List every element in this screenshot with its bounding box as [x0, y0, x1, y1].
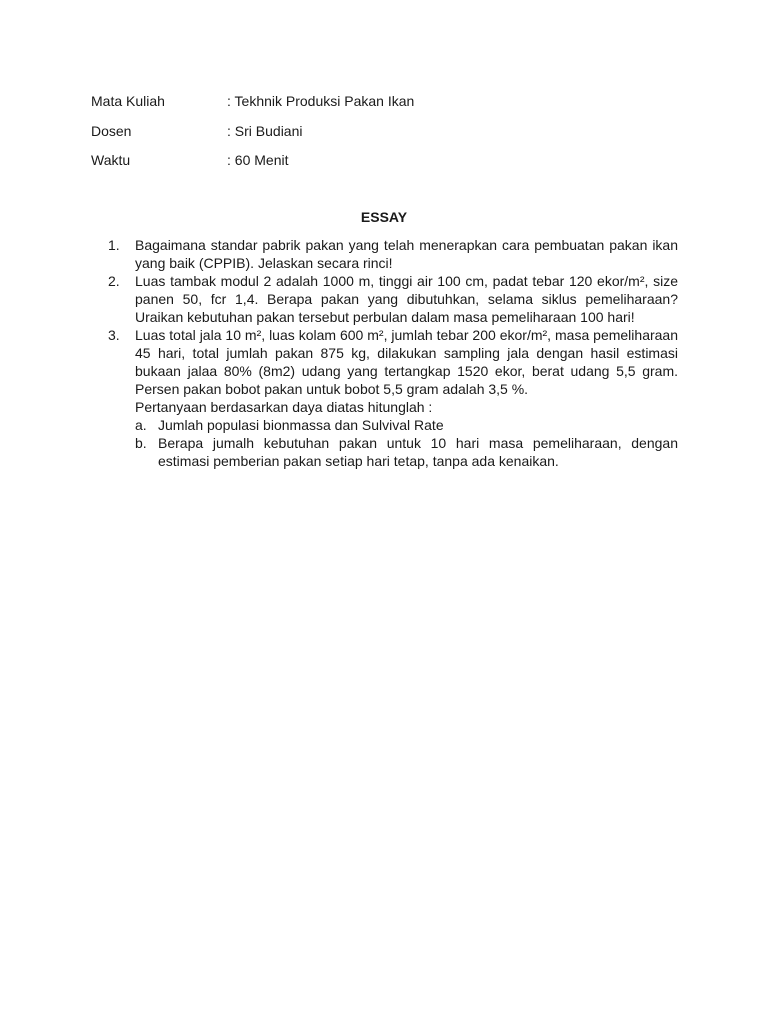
- question-number: 1.: [108, 237, 120, 253]
- time-label: Waktu: [91, 152, 131, 168]
- question-intro: Pertanyaan berdasarkan daya diatas hitunglah :: [135, 399, 433, 415]
- question-2: [108, 272, 678, 326]
- question-list: [108, 236, 678, 470]
- question-3: [108, 326, 678, 470]
- sub-question-letter: b.: [135, 435, 147, 451]
- sub-question-b: [135, 434, 678, 470]
- course-label: Mata Kuliah: [91, 93, 165, 109]
- question-number: 3.: [108, 327, 120, 343]
- lecturer-row: [91, 121, 691, 141]
- sub-question-a: [135, 416, 678, 434]
- question-text: Luas total jala 10 m², luas kolam 600 m², jumlah tebar 200 ekor/m², masa pemeliharaan 45 hari, total jumlah pakan 875 kg, dilakukan sampling jala dengan hasil estimasi bukaan jalaa 80% (8m2) udang yang tertangkap 1520 ekor, berat udang 5,5 gram. Persen pakan bobot pakan untuk bobot 5,5 gram adalah 3,5 %.: [135, 327, 678, 397]
- course-value: : Tekhnik Produksi Pakan Ikan: [227, 93, 415, 109]
- lecturer-label: Dosen: [91, 123, 132, 139]
- sub-question-text: Berapa jumalh kebutuhan pakan untuk 10 hari masa pemeliharaan, dengan estimasi pemberian pakan setiap hari tetap, tanpa ada kenaikan.: [158, 435, 678, 469]
- sub-question-text: Jumlah populasi bionmassa dan Sulvival Rate: [158, 417, 444, 433]
- course-row: [91, 91, 691, 111]
- time-row: [91, 150, 691, 170]
- lecturer-value: : Sri Budiani: [227, 123, 303, 139]
- question-text: Bagaimana standar pabrik pakan yang telah menerapkan cara pembuatan pakan ikan yang baik (CPPIB). Jelaskan secara rinci!: [135, 237, 678, 271]
- page-title: ESSAY: [360, 209, 408, 225]
- sub-question-letter: a.: [135, 417, 147, 433]
- time-value: : 60 Menit: [227, 152, 289, 168]
- question-number: 2.: [108, 273, 120, 289]
- question-1: [108, 236, 678, 272]
- question-text: Luas tambak modul 2 adalah 1000 m, tinggi air 100 cm, padat tebar 120 ekor/m², size panen 50, fcr 1,4. Berapa pakan yang dibutuhkan, selama siklus pemeliharaan? Uraikan kebutuhan pakan tersebut perbulan dalam masa pemeliharaan 100 hari!: [135, 273, 678, 325]
